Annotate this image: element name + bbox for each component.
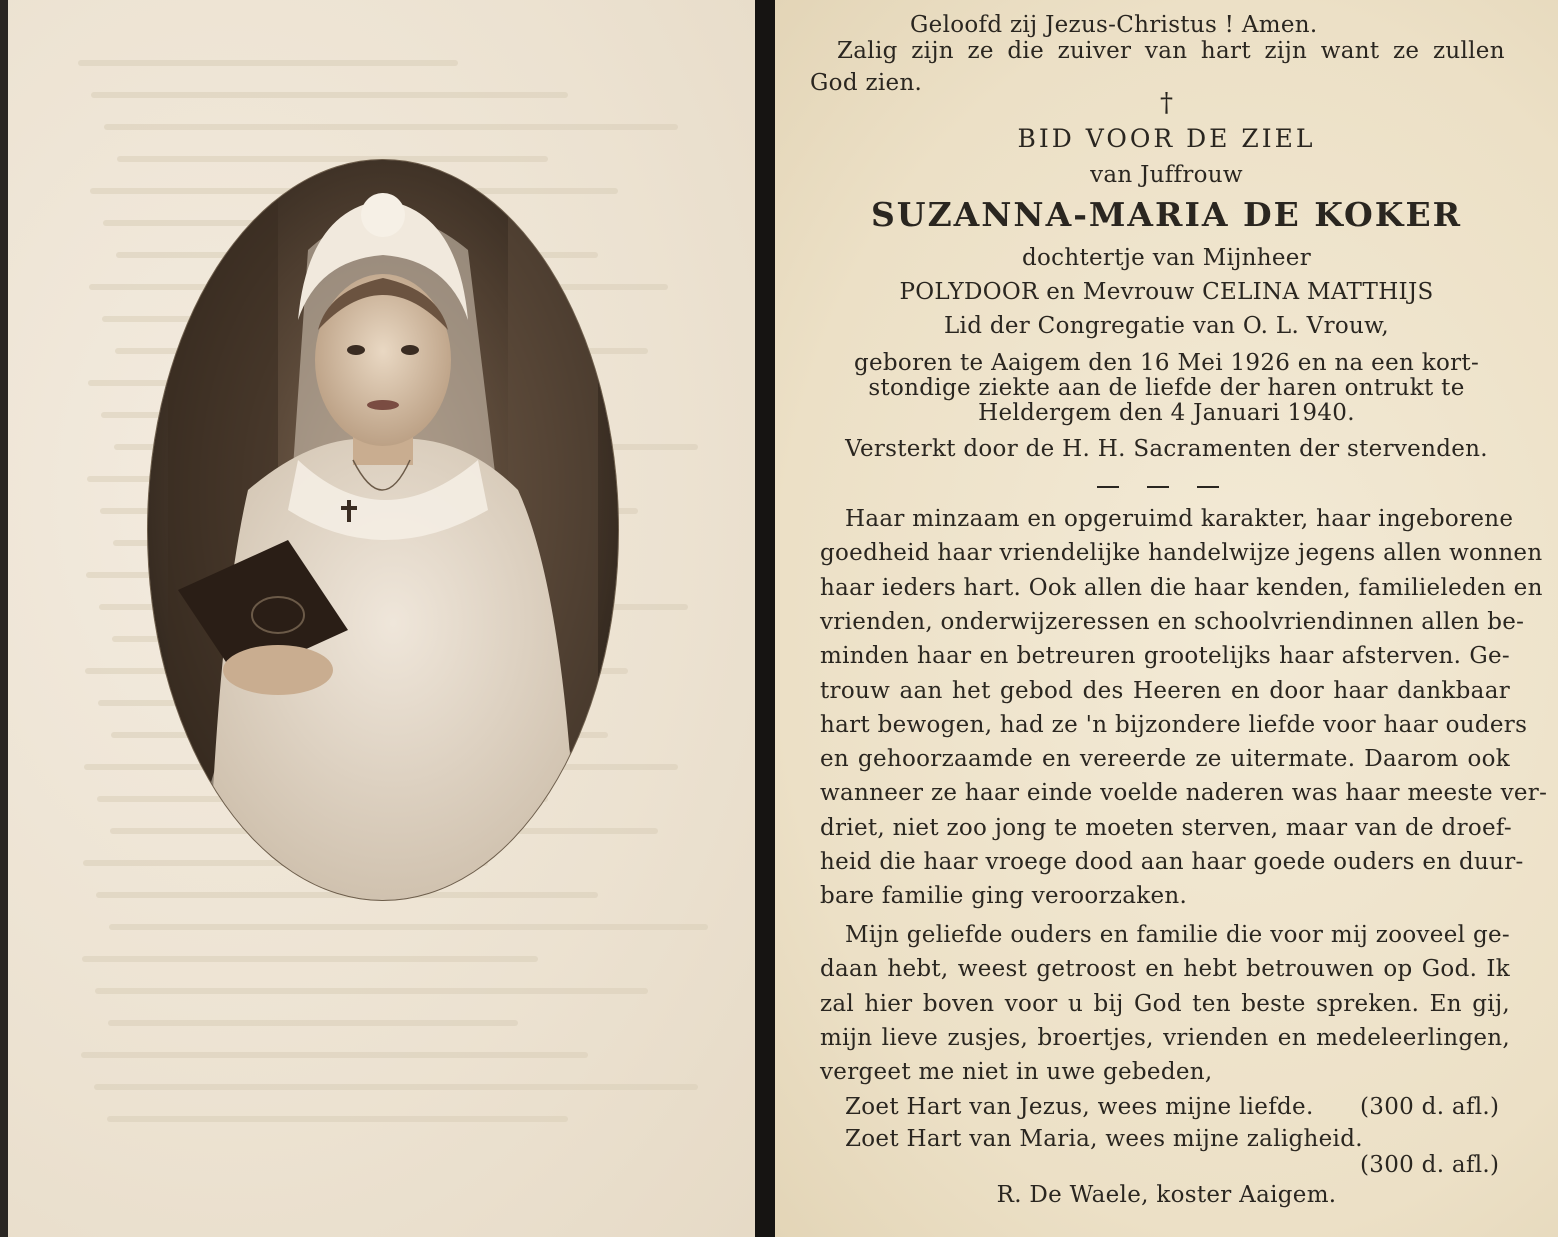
bleed-through-line <box>82 956 538 962</box>
indulgence-2: (300 d. afl.) <box>1360 1152 1500 1178</box>
deceased-name: SUZANNA-MARIA DE KOKER <box>870 195 1463 234</box>
bleed-through-line <box>107 1116 568 1122</box>
paragraph-line: haar ieders hart. Ook allen die haar kenden, familieleden en <box>820 574 1543 601</box>
paragraph-line: hart bewogen, had ze 'n bijzondere liefde voor haar ouders <box>820 711 1528 738</box>
memorial-card-back <box>775 0 1558 1237</box>
bleed-through-line <box>91 92 568 98</box>
paragraph-line: Mijn geliefde ouders en familie die voor mij zooveel ge- <box>845 922 1510 948</box>
paragraph-line: goedheid haar vriendelijke handelwijze jegens allen wonnen <box>820 540 1543 567</box>
bleed-through-line <box>81 1052 588 1058</box>
header-line-2: Zalig zijn ze die zuiver van hart zijn want ze zullen <box>837 38 1505 64</box>
bleed-through-line <box>78 60 458 66</box>
paragraph-line: wanneer ze haar einde voelde naderen was haar meeste ver- <box>820 780 1548 807</box>
paragraph-line: zal hier boven voor u bij God ten beste spreken. En gij, <box>820 990 1510 1017</box>
printer-credit: R. De Waele, koster Aaigem. <box>996 1182 1337 1208</box>
paragraph-line: vrienden, onderwijzeressen en schoolvriendinnen allen be- <box>820 608 1525 635</box>
bleed-through-line <box>94 1084 698 1090</box>
detail-line: POLYDOOR en Mevrouw CELINA MATTHIJS <box>899 279 1434 305</box>
cross-icon: † <box>1160 88 1173 118</box>
bleed-through-line <box>104 124 678 130</box>
detail-line: Lid der Congregatie van O. L. Vrouw, <box>943 313 1390 339</box>
paragraph-line: trouw aan het gebod des Heeren en door haar dankbaar <box>820 677 1510 704</box>
paragraph-line: vergeet me niet in uwe gebeden, <box>820 1059 1213 1086</box>
paragraph-line: heid die haar vroege dood aan haar goede ouders en duur- <box>820 849 1524 875</box>
bleed-through-line <box>108 1020 518 1026</box>
paragraph-line: driet, niet zoo jong te moeten sterven, maar van de droef- <box>820 814 1512 841</box>
separator-dash <box>1097 486 1119 488</box>
detail-line: stondige ziekte aan de liefde der haren ontrukt te <box>868 375 1465 401</box>
header-line-3: God zien. <box>810 70 923 96</box>
separator-dash <box>1197 486 1219 488</box>
portrait-illustration <box>148 160 618 900</box>
detail-line: dochtertje van Mijnheer <box>1021 245 1312 271</box>
prayer-line-2: Zoet Hart van Maria, wees mijne zaligheid. <box>845 1126 1363 1152</box>
indulgence-1: (300 d. afl.) <box>1360 1094 1500 1120</box>
detail-line: Heldergem den 4 Januari 1940. <box>978 400 1355 426</box>
paragraph-line: daan hebt, weest getroost en hebt betrouwen op God. Ik <box>820 956 1510 983</box>
bleed-through-line <box>109 924 708 930</box>
memorial-card-front <box>0 0 755 1237</box>
detail-line: geboren te Aaigem den 16 Mei 1926 en na een kort- <box>853 350 1480 376</box>
oval-portrait-photo <box>148 160 618 900</box>
paragraph-line: bare familie ging veroorzaken. <box>820 883 1188 910</box>
paragraph-line: mijn lieve zusjes, broertjes, vrienden en medeleerlingen, <box>820 1024 1510 1051</box>
paragraph-line: minden haar en betreuren grootelijks haar afsterven. Ge- <box>820 643 1510 670</box>
card-title: BID VOOR DE ZIEL <box>1017 124 1316 153</box>
separator-dash <box>1147 486 1169 488</box>
bleed-through-line <box>95 988 648 994</box>
paragraph-line: en gehoorzaamde en vereerde ze uitermate. Daarom ook <box>820 746 1510 773</box>
card-subtitle: van Juffrouw <box>1090 162 1243 188</box>
header-line-1: Geloofd zij Jezus-Christus ! Amen. <box>910 12 1318 38</box>
paragraph-line: Haar minzaam en opgeruimd karakter, haar ingeborene <box>845 506 1514 532</box>
detail-line: Versterkt door de H. H. Sacramenten der stervenden. <box>845 436 1488 462</box>
prayer-line-1: Zoet Hart van Jezus, wees mijne liefde. <box>845 1094 1314 1120</box>
